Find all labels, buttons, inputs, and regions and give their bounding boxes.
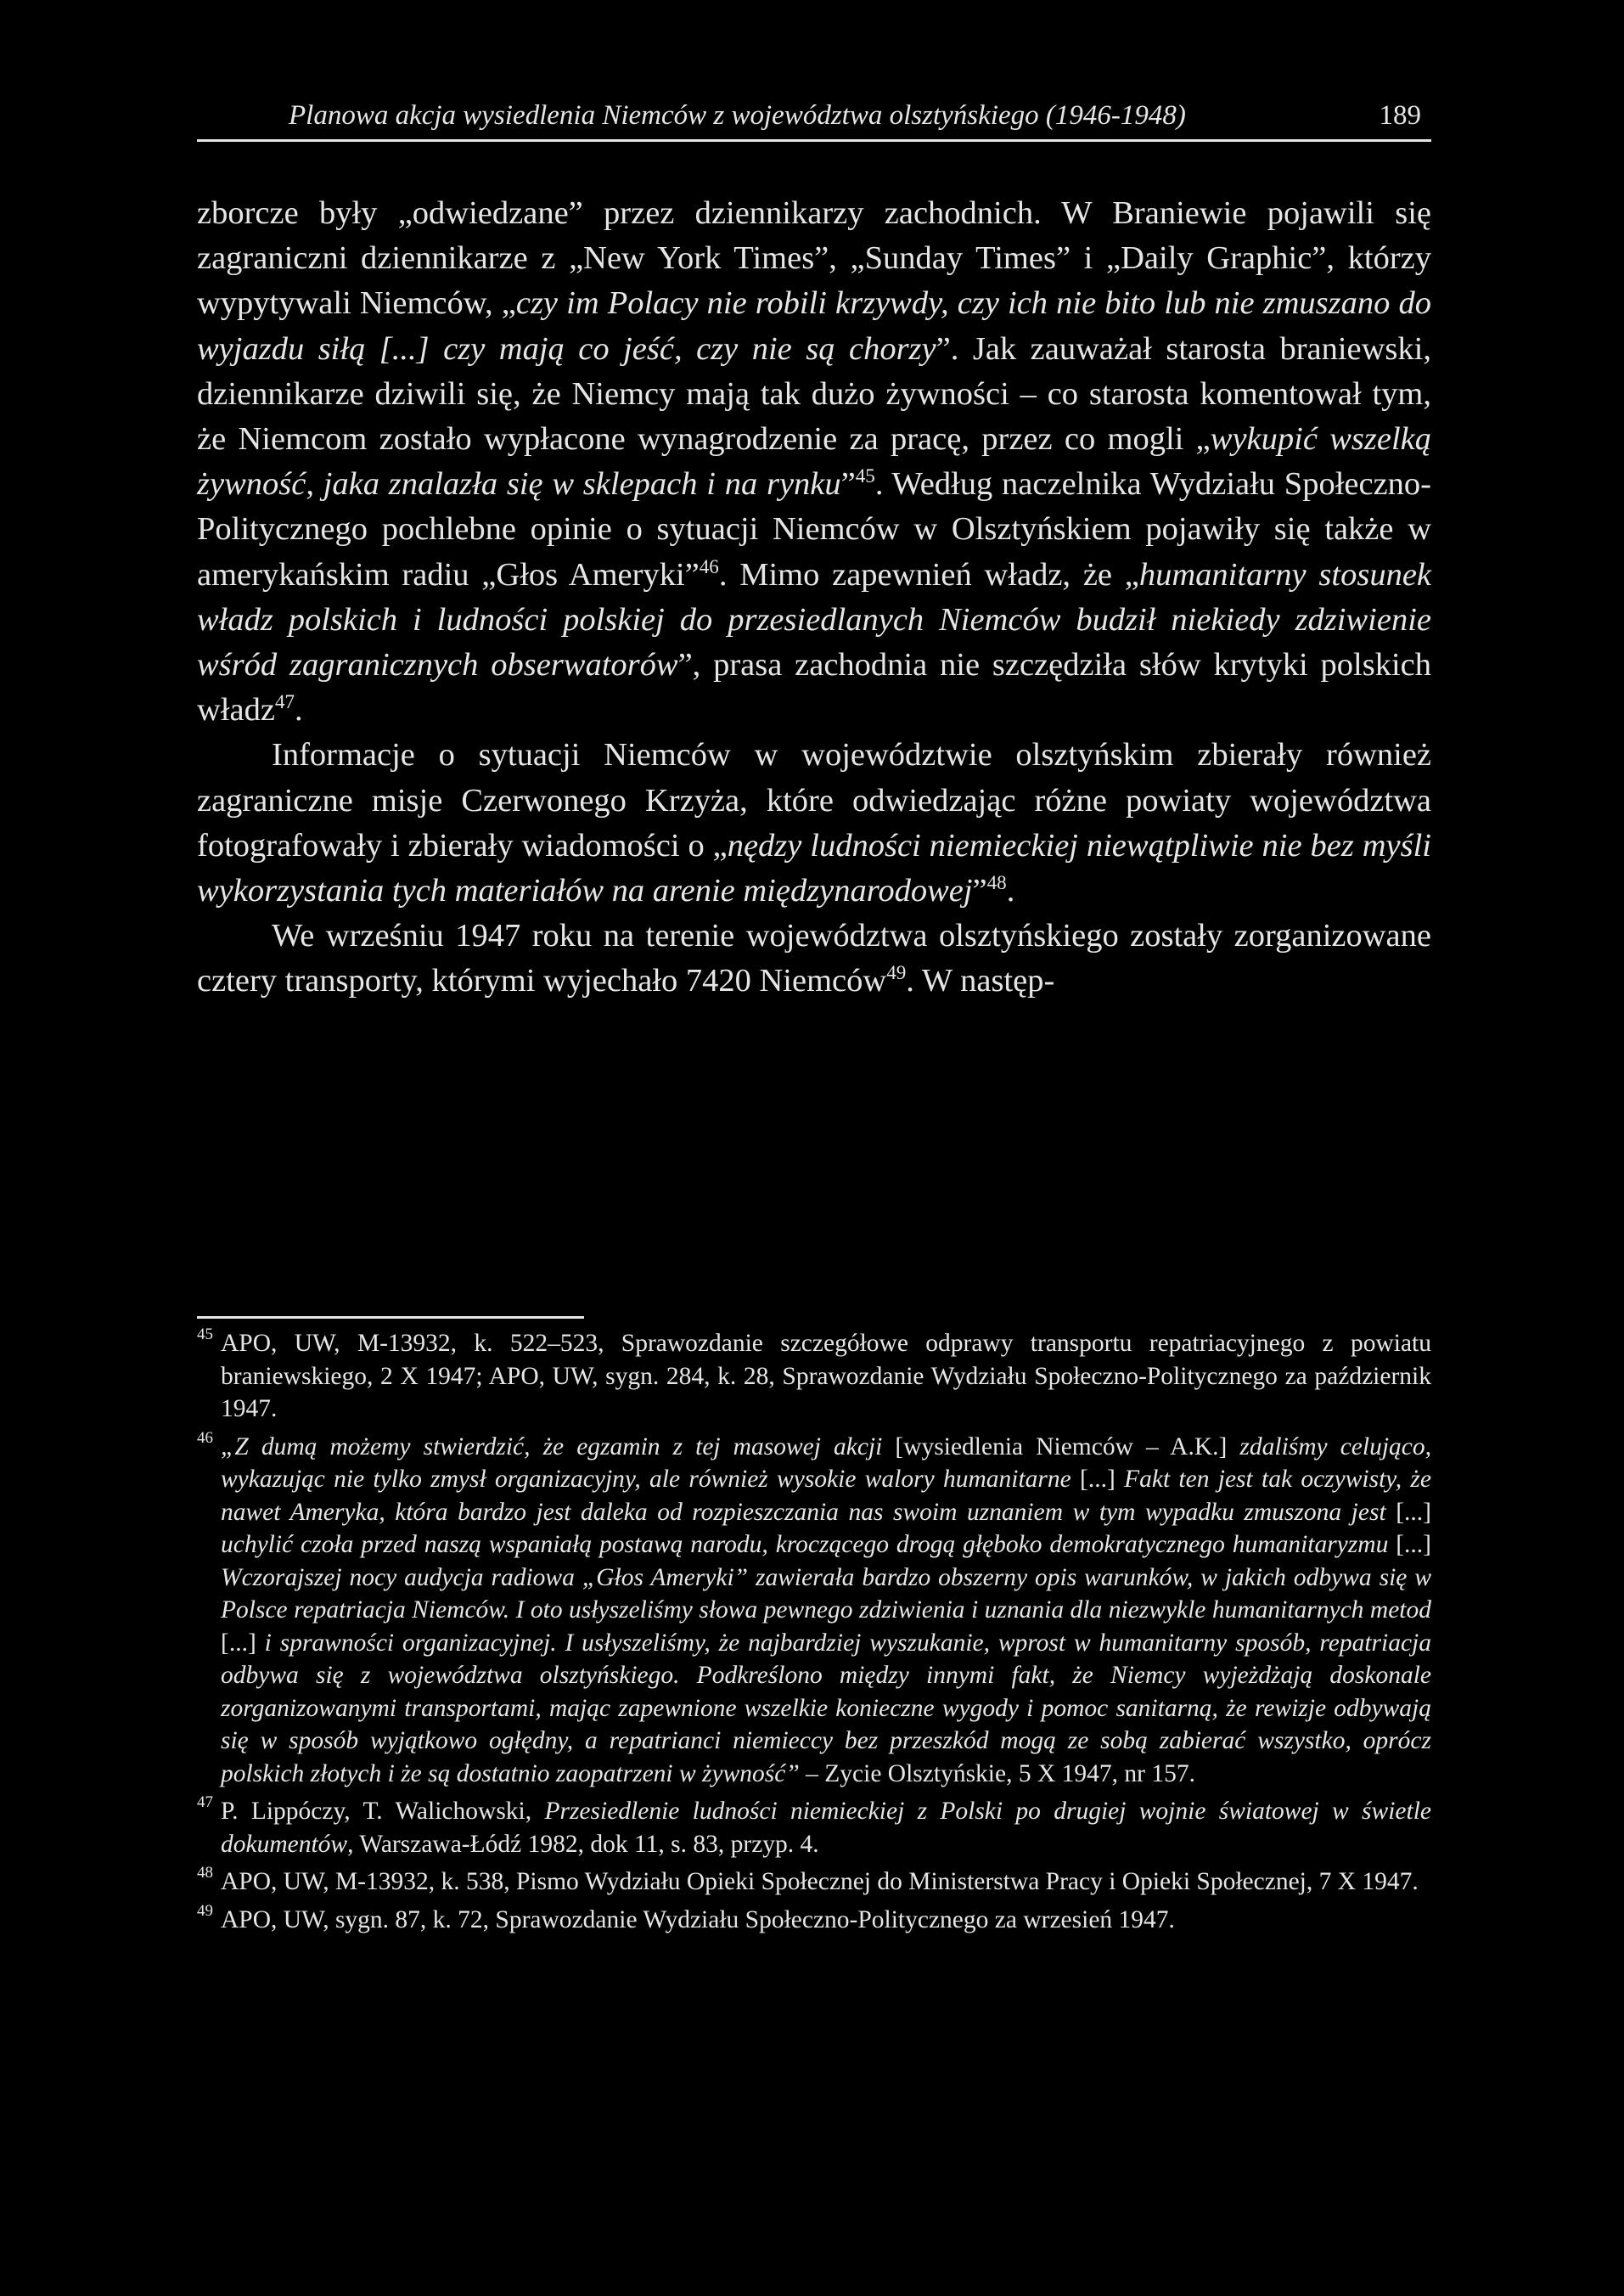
footnote-text: , Warszawa-Łódź 1982, dok 11, s. 83, przyp. 4. [347,1830,819,1858]
footnote-number: 46 [197,1428,213,1447]
footnote-text: [...] [1070,1466,1125,1493]
text-run: Informacje o sytuacji Niemców w województwie olsztyńskim zbierały również zagraniczne misje Czerwonego Krzyża, które odwiedzając różne powiaty województwa fotografowały i zbierały wiadomości o „ [197,737,1431,864]
footnote-ref-46: 46 [699,554,719,577]
footnote-text: [wysiedlenia Niemców – A.K.] [882,1432,1240,1460]
footnote-45 [197,1327,1431,1426]
footnote-48 [197,1866,1431,1899]
text-run: ” [840,466,856,503]
footnote-47 [197,1795,1431,1860]
footnote-text: [...] [221,1629,265,1657]
page-number: 189 [1379,100,1421,131]
paragraph-1 [197,191,1431,733]
text-run: ”. Jak zauważał starosta braniewski, dziennikarze dziwili się, że Niemcy mają tak dużo żywności – co starosta komentował tym, że Niemcom zostało wypłacone wynagrodzenie za pracę, przez co mogli „ [197,330,1431,458]
quotation-italic: Fakt ten jest tak oczywisty, że nawet Ameryka, która bardzo jest daleka od rozpieszczania nas swoim uznaniem w tym wypadku zmuszona jest [221,1466,1431,1526]
quotation-italic: i sprawności organizacyjnej. I usłyszeliśmy, że najbardziej wyszukanie, wprost w humanitarny sposób, repatriacja odbywa się z województwa olsztyńskiego. Podkreślono między innymi fakt, że Niemcy wyjeżdżają doskonale zorganizowanymi transportami, mając zapewnione wszelkie konieczne wygody i pomoc sanitarną, że rewizje odbywają się w sposób wyjątkowo ogłędny, a repatrianci niemieccy bez przeszkód mogą ze sobą zabierać wszystko, oprócz polskich złotych i że są dostatnio zaopatrzeni w żywność” [221,1629,1431,1787]
text-run: We wrześniu 1947 roku na terenie województwa olsztyńskiego zostały zorganizowane cztery transporty, którymi wyjechało 7420 Niemców [197,918,1431,999]
footnote-text: APO, UW, M-13932, k. 538, Pismo Wydziału Opieki Społecznej do Ministerstwa Pracy i Opieki Społecznej, 7 X 1947. [221,1868,1419,1895]
footnote-text: [...] [1385,1498,1431,1526]
footnote-number: 45 [197,1325,213,1343]
footnote-number: 47 [197,1793,213,1811]
paragraph-3 [197,914,1431,1004]
quotation-italic: wykupić wszelką żywność, jaka znalazła się w sklepach i na rynku [197,421,1431,503]
footnote-separator [197,1316,584,1319]
text-run: . Mimo zapewnień władz, że „ [718,556,1139,593]
footnote-text: [...] [1388,1531,1432,1558]
quotation-italic: „Z dumą możemy stwierdzić, że egzamin z tej masowej akcji [221,1432,883,1460]
text-run: ”, prasa zachodnia nie szczędziła słów krytyki polskich władz [197,647,1431,729]
footnotes [197,1327,1431,1936]
footnote-text: P. Lippóczy, T. Walichowski, [221,1798,545,1825]
footnote-text: APO, UW, M-13932, k. 522–523, Sprawozdanie szczegółowe odprawy transportu repatriacyjnego z powiatu braniewskiego, 2 X 1947; APO, UW, sygn. 284, k. 28, Sprawozdanie Wydziału Społeczno-Politycznego za październik 1947. [221,1330,1431,1422]
footnote-46 [197,1428,1432,1791]
quotation-italic: Wczorajszej nocy audycja radiowa „Głos Ameryki” zawierała bardzo obszerny opis warunków, w jakich odbywa się w Polsce repatriacja Niemców. I oto usłyszeliśmy słowa pewnego zdziwienia i uznania dla niezwykle humanitarnych metod [221,1563,1431,1624]
footnote-text: APO, UW, sygn. 87, k. 72, Sprawozdanie Wydziału Społeczno-Politycznego za wrzesień 1947. [221,1905,1175,1933]
running-title: Planowa akcja wysiedlenia Niemców z województwa olsztyńskiego (1946-1948) [289,100,1186,131]
paragraph-2 [197,733,1431,914]
footnote-ref-49: 49 [886,961,907,984]
footnote-49 [197,1901,1431,1937]
quotation-italic: nędzy ludności niemieckiej niewątpliwie nie bez myśli wykorzystania tych materiałów na arenie międzynarodowej [197,827,1431,909]
text-run: zborcze były „odwiedzane” przez dziennikarzy zachodnich. W Braniewie pojawili się zagraniczni dziennikarze z „New York Times”, „Sunday Times” i „Daily Graphic”, którzy wypytywali Niemców, „ [197,195,1431,322]
book-title-italic: Przesiedlenie ludności niemieckiej z Polski po drugiej wojnie światowej w świetle dokumentów [221,1798,1431,1858]
text-run: . W następ- [906,963,1055,999]
text-run: . [295,692,303,729]
footnote-number: 48 [197,1864,213,1882]
footnote-ref-45: 45 [855,464,875,487]
quotation-italic: czy im Polacy nie robili krzywdy, czy ich nie bito lub nie zmuszano do wyjazdu siłą [...] czy mają co jeść, czy nie są chorzy [197,285,1431,367]
quotation-italic: zdaliśmy celująco, wykazując nie tylko zmysł organizacyjny, ale również wysokie walory humanitarne [221,1432,1432,1493]
footnote-ref-48: 48 [986,871,1007,894]
footnote-number: 49 [197,1901,213,1920]
quotation-italic: uchylić czoła przed naszą wspaniałą postawą narodu, kroczącego drogą głęboko demokratycznego humanitaryzmu [221,1531,1389,1558]
text-run: . [1006,873,1015,909]
text-run: . Według naczelnika Wydziału Społeczno-Politycznego pochlebne opinie o sytuacji Niemców w Olsztyńskiem pojawiły się także w amerykańskim radiu „Głos Ameryki” [197,466,1431,593]
text-run: ” [972,873,987,909]
footnote-text: – Zycie Olsztyńskie, 5 X 1947, nr 157. [799,1759,1195,1787]
footnote-ref-47: 47 [274,690,295,713]
running-header [197,95,1431,142]
main-text [197,191,1431,1004]
quotation-italic: humanitarny stosunek władz polskich i ludności polskiej do przesiedlanych Niemców budził niekiedy zdziwienie wśród zagranicznych obserwatorów [197,556,1432,684]
